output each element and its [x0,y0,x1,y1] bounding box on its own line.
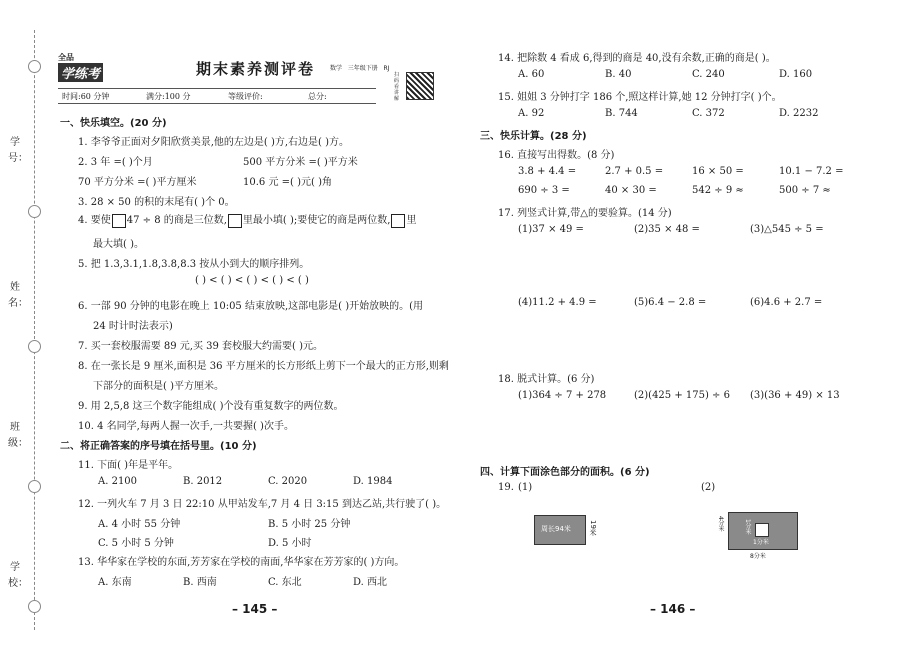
option: C. 5 小时 5 分钟 [98,538,174,549]
sub-question: (3)(36 + 49) × 13 [750,390,840,401]
punch-hole [28,480,41,493]
figure-1-perimeter: 周长94米 [541,525,571,533]
option: A. 92 [518,108,545,119]
option: 10.1 − 7.2 = [779,166,844,177]
punch-hole [28,60,41,73]
total-info: 总分: [308,92,327,101]
question: 9. 用 2,5,8 这三个数字能组成( )个没有重复数字的两位数。 [78,401,344,412]
question-part-b: 500 平方分米 =( )平方米 [243,157,358,168]
option: 3.8 + 4.4 = [518,166,577,177]
question: 11. 下面( )年是平年。 [78,460,179,471]
q4-part3: 里最小填( );要使它的商是两位数, [242,215,391,226]
digit-box[interactable] [112,214,126,228]
figure-1-rectangle [534,515,586,545]
option: 40 × 30 = [605,185,657,196]
question-continuation: 下部分的面积是( )平方厘米。 [93,381,224,392]
option: C. 2020 [268,476,308,487]
figure-2-left-side: 4分米 [717,516,724,532]
digit-box[interactable] [391,214,405,228]
option: 690 ÷ 3 = [518,185,570,196]
qr-label: 扫码看讲解 [394,72,400,102]
section-heading: 一、快乐填空。(20 分) [60,118,167,129]
sub-label: (2) [701,482,716,493]
subject-tags [330,63,389,72]
logo-top-text: 全品 [58,53,74,62]
section-heading: 二、将正确答案的序号填在括号里。(10 分) [60,441,257,452]
time-info: 时间:60 分钟 [62,92,110,101]
question: 17. 列竖式计算,带△的要验算。(14 分) [498,208,672,219]
option: D. 1984 [353,476,393,487]
option: 542 ÷ 9 ≈ [692,185,744,196]
option: B. 西南 [183,577,217,588]
section-heading: 三、快乐计算。(28 分) [480,131,587,142]
option: D. 西北 [353,577,388,588]
question-part-b: 10.6 元 =( )元( )角 [243,177,332,188]
question: 13. 华华家在学校的东面,芳芳家在学校的南面,华华家在芳芳家的( )方向。 [78,557,405,568]
option: C. 372 [692,108,725,119]
question [78,211,416,228]
sub-label: (1) [518,482,533,493]
option: C. 240 [692,69,725,80]
question: 3. 28 × 50 的积的末尾有( )个 0。 [78,197,235,208]
question: 15. 姐姐 3 分钟打字 186 个,照这样计算,她 12 分钟打字( )个。 [498,92,782,103]
option: A. 东南 [98,577,132,588]
option: B. 40 [605,69,632,80]
question: 18. 脱式计算。(6 分) [498,374,595,385]
option: 500 ÷ 7 ≈ [779,185,831,196]
punch-hole [28,340,41,353]
question: 1. 李爷爷正面对夕阳欣赏美景,他的左边是( )方,右边是( )方。 [78,137,350,148]
publisher-logo [58,52,103,82]
full-marks-info: 满分:100 分 [146,92,191,101]
figure-2-rectangle [728,512,798,550]
option: D. 160 [779,69,813,80]
option: A. 2100 [98,476,138,487]
edition: RJ [383,65,390,72]
qr-code-icon[interactable] [406,72,434,100]
option: 2.7 + 0.5 = [605,166,664,177]
sub-question: (3)△545 ÷ 5 = [750,224,824,235]
figure-1-side: 19米 [589,520,597,536]
question: 6. 一部 90 分钟的电影在晚上 10:05 结束放映,这部电影是( )开始放映的。(用 [78,301,424,312]
option: A. 60 [518,69,545,80]
q4-part1: 4. 要使 [78,215,111,226]
left-page-number: – 145 – [232,602,278,616]
question: 10. 4 名同学,每两人握一次手,一共要握( )次手。 [78,421,294,432]
option: B. 5 小时 25 分钟 [268,519,351,530]
figure-2-cutout [755,523,769,537]
subject: 数学 [330,65,343,72]
question-continuation: 最大填( )。 [93,239,144,250]
school-label: 学校： [8,562,28,589]
class-label: 班级： [8,422,28,449]
section-heading: 四、计算下面涂色部分的面积。(6 分) [480,467,650,478]
sub-question: (5)6.4 − 2.8 = [634,297,707,308]
option: D. 2232 [779,108,819,119]
option: C. 东北 [268,577,302,588]
option: 16 × 50 = [692,166,744,177]
question: 8. 在一张长是 9 厘米,面积是 36 平方厘米的长方形纸上剪下一个最大的正方形,则剩 [78,361,449,372]
sub-question: (2)(425 + 175) ÷ 6 [634,390,730,401]
option: B. 2012 [183,476,223,487]
punch-hole [28,205,41,218]
digit-box[interactable] [228,214,242,228]
punch-hole [28,600,41,613]
ordering-blanks: ( ) < ( ) < ( ) < ( ) < ( ) [195,275,309,286]
logo-main-text: 学练考 [58,63,103,82]
sub-question: (1)37 × 49 = [518,224,584,235]
page-title: 期末素养测评卷 [196,60,316,78]
cut-line [34,30,35,630]
question-part-a: 2. 3 年 =( )个月 [78,157,153,168]
info-bar [58,88,376,104]
figure-2-inner-side: 1分米 [744,519,751,535]
question: 12. 一列火车 7 月 3 日 22:10 从甲站发车,7 月 4 日 3:15 到达乙站,共行驶了( )。 [78,499,447,510]
figure-2-bottom-side: 8分米 [750,553,766,560]
question: 16. 直接写出得数。(8 分) [498,150,615,161]
sub-question: (1)364 ÷ 7 + 278 [518,390,607,401]
sub-question: (2)35 × 48 = [634,224,700,235]
right-page-number: – 146 – [650,602,696,616]
figure-2-inner-width: 1分米 [753,539,769,546]
question: 7. 买一套校服需要 89 元,买 39 套校服大约需要( )元。 [78,341,324,352]
option: A. 4 小时 55 分钟 [98,519,181,530]
option: D. 5 小时 [268,538,312,549]
sub-question: (6)4.6 + 2.7 = [750,297,823,308]
grade: 三年级下册 [347,65,378,72]
student-id-label: 学号： [8,137,28,164]
q4-part4: 里 [406,215,417,226]
question: 14. 把除数 4 看成 6,得到的商是 40,没有余数,正确的商是( )。 [498,53,776,64]
grade-eval-info: 等级评价: [228,92,263,101]
binding-strip [0,0,48,650]
question: 5. 把 1.3,3.1,1.8,3.8,8.3 按从小到大的顺序排列。 [78,259,310,270]
q4-part2: 47 ÷ 8 的商是三位数, [126,215,227,226]
question-number: 19. [498,482,514,493]
option: B. 744 [605,108,638,119]
question-continuation: 24 时计时法表示) [93,321,173,332]
name-label: 姓名： [8,282,28,309]
question-part-a: 70 平方分米 =( )平方厘米 [78,177,197,188]
sub-question: (4)11.2 + 4.9 = [518,297,597,308]
